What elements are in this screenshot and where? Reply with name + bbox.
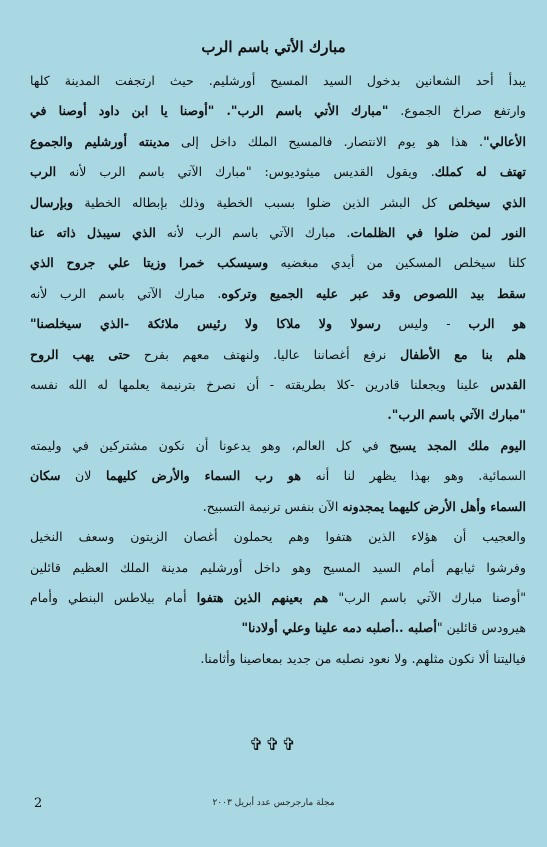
text-line — [30, 461, 526, 491]
bold-text-segment: رسولا ولا ملاكا ولا رئيس ملائكة -الذي سيخلصنا" — [30, 316, 381, 332]
text-line — [30, 553, 526, 583]
page-title: مبارك الأتي باسم الرب — [201, 38, 346, 56]
footer-caption: مجلة مارجرجس عدد أبريل ٢٠٠٣ — [212, 798, 335, 808]
bold-text-segment: سقط بيد اللصوص وقد عبر عليه الجميع وتركوه — [221, 285, 526, 301]
text-line — [30, 613, 526, 643]
text-line — [30, 583, 526, 613]
bold-text-segment: "مبارك الأتي باسم الرب". "أوصنا يا ابن داود أوصنا في — [30, 103, 389, 119]
bold-text-segment: تهتف له كملك — [434, 164, 526, 180]
text-segment: لان — [60, 468, 106, 484]
bold-text-segment: الرب — [30, 164, 57, 180]
bold-text-segment: وبإرسال — [30, 194, 74, 210]
page-number: 2 — [34, 796, 43, 811]
text-segment: - وليس — [380, 316, 469, 332]
bold-text-segment: الأعالي" — [483, 133, 526, 149]
text-line — [30, 370, 526, 400]
bold-text-segment: القدس — [490, 377, 526, 393]
article-body — [30, 66, 526, 674]
text-segment: فياليتنا ألا نكون مثلهم. ولا نعود نصلبه من جديد بمعاصينا وأثامنا. — [200, 650, 526, 666]
text-line — [30, 309, 526, 339]
text-line — [30, 279, 526, 309]
bold-text-segment: النور لمن ضلوا في الظلمات — [350, 225, 526, 241]
text-segment: هيرودس قائلين " — [436, 620, 526, 636]
bold-text-segment: هلم بنا مع الأطفال — [400, 346, 526, 362]
text-segment: كل البشر الذين ضلوا بسبب الخطية وذلك بإبطاله الخطية — [73, 194, 449, 210]
bold-text-segment: وسيسكب خمرا وزيتا علي جروح الذي — [30, 255, 269, 271]
text-segment: . مبارك الآتي باسم الرب لأنه — [30, 285, 222, 301]
bold-text-segment: الذي سيخلص — [448, 194, 526, 210]
text-segment: نرفع أغصاننا عاليا. ولنهتف معهم بفرح — [130, 346, 401, 362]
text-segment: أمام بيلاطس البنطي وأمام — [30, 589, 197, 605]
text-line — [30, 340, 526, 370]
text-segment: كلنا سيخلص المسكين من أيدي مبغضيه — [268, 255, 526, 271]
bold-text-segment: سكان — [30, 468, 61, 484]
bold-text-segment: هو رب السماء والأرض كليهما — [105, 468, 301, 484]
text-line — [30, 96, 526, 126]
bold-text-segment: اليوم ملك المجد يسبح — [389, 437, 526, 453]
text-segment: الآن بنفس ترنيمة التسبيح. — [202, 498, 343, 514]
text-segment: يبدأ أحد الشعانين بدخول السيد المسيح أورشليم. حيث ارتجفت المدينة كلها — [30, 73, 526, 88]
text-line — [30, 127, 526, 157]
text-line — [30, 522, 526, 552]
bold-text-segment: حتى يهب الروح — [30, 346, 131, 362]
text-line — [30, 157, 526, 187]
text-line — [30, 66, 526, 96]
crosses-ornament: ✞✞✞ — [249, 735, 298, 755]
text-segment: . ويقول القديس ميثوديوس: "مبارك الآتي باسم الرب لأنه — [56, 164, 435, 180]
bold-text-segment: هم بعينهم الذين هتفوا — [196, 589, 329, 605]
text-segment: والعجيب أن هؤلاء الذين هتفوا وهم يحملون أغصان الزيتون وسعف النخيل — [30, 529, 526, 545]
text-segment: علينا ويجعلنا قادرين -كلا بطريقته - أن نصرخ بترنيمة يعلمها له الله نفسه — [30, 377, 491, 393]
text-segment: في كل العالم، وهو يدعونا أن نكون مشتركين في وليمته — [30, 437, 390, 453]
text-line — [30, 188, 526, 218]
text-line — [30, 492, 526, 522]
bold-text-segment: مدينته أورشليم والجموع — [30, 133, 170, 149]
text-segment: وفرشوا ثيابهم أمام السيد المسيح وهو داخل أورشليم مدينة الملك العظيم قائلين — [30, 559, 526, 575]
text-line — [30, 248, 526, 278]
text-segment: . مبارك الآتي باسم الرب لأنه — [155, 225, 351, 241]
bold-text-segment: أصلبه ..أصلبه دمه علينا وعلي أولادنا" — [241, 620, 437, 636]
bold-text-segment: "مبارك الآتي باسم الرب". — [387, 407, 526, 423]
text-line — [30, 400, 526, 430]
text-line — [30, 218, 526, 248]
text-segment: "أوصنا مبارك الآتي باسم الرب" — [328, 589, 526, 605]
text-line — [30, 644, 526, 674]
text-line — [30, 431, 526, 461]
text-segment: . هذا هو يوم الانتصار. فالمسيح الملك داخل إلى — [169, 133, 484, 149]
text-segment: وارتفع صراخ الجموع. — [388, 103, 526, 119]
text-segment: السمائية. وهو بهذا يظهر لنا أنه — [300, 468, 526, 484]
bold-text-segment: السماء وأهل الأرض كليهما يمجدونه — [342, 498, 526, 514]
bold-text-segment: الذي سيبذل ذاته عنا — [30, 225, 156, 241]
bold-text-segment: هو الرب — [468, 316, 526, 332]
